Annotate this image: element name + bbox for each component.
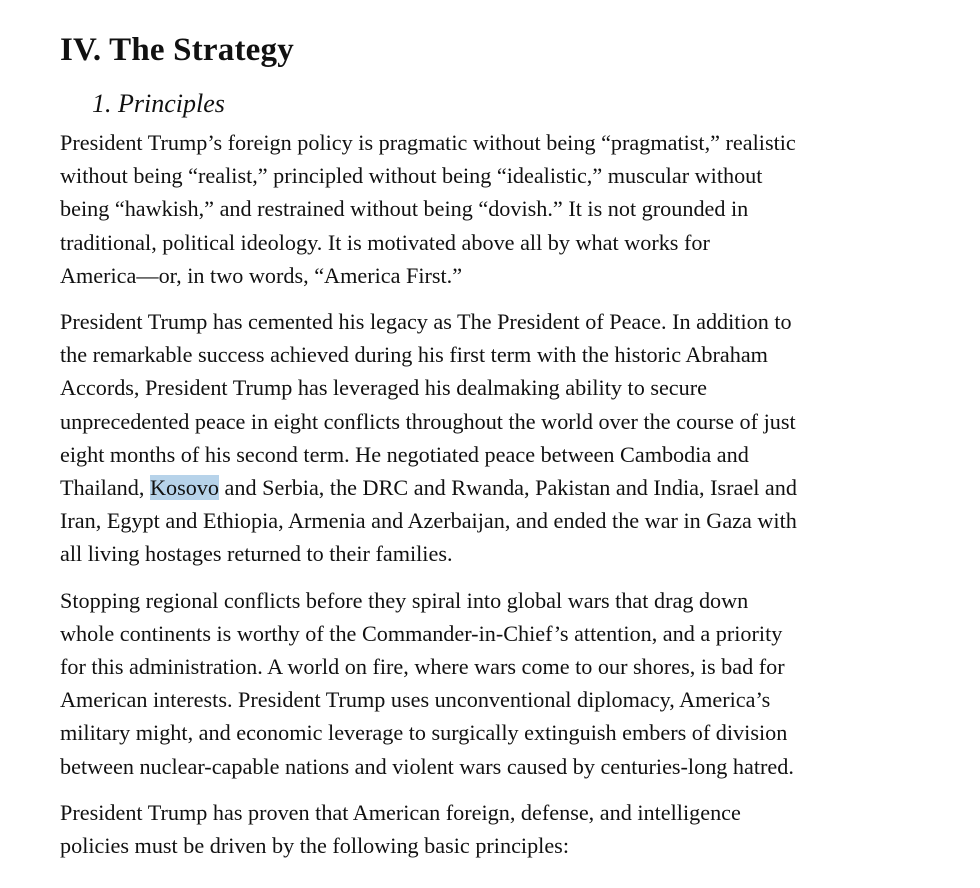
text-line: whole continents is worthy of the Commander-in-Chief’s attention, and a priority bbox=[60, 620, 783, 646]
text-before-selection: Thailand, bbox=[60, 475, 150, 501]
text-line: military might, and economic leverage to surgically extinguish embers of division bbox=[60, 720, 788, 746]
text-line: Accords, President Trump has leveraged his dealmaking ability to secure bbox=[60, 375, 707, 401]
paragraph-regional-conflicts bbox=[60, 584, 920, 783]
text-line: Iran, Egypt and Ethiopia, Armenia and Azerbaijan, and ended the war in Gaza with bbox=[60, 508, 797, 534]
text-line: Stopping regional conflicts before they spiral into global wars that drag down bbox=[60, 587, 749, 613]
text-line: policies must be driven by the following basic principles: bbox=[60, 833, 569, 859]
text-line: all living hostages returned to their families. bbox=[60, 541, 453, 567]
selected-text-highlight[interactable]: Kosovo bbox=[149, 475, 219, 501]
text-line: for this administration. A world on fire, where wars come to our shores, is bad for bbox=[60, 654, 785, 680]
text-line: between nuclear-capable nations and violent wars caused by centuries-long hatred. bbox=[60, 753, 794, 779]
text-after-selection: and Serbia, the DRC and Rwanda, Pakistan and India, Israel and bbox=[219, 475, 797, 501]
document-page bbox=[60, 0, 920, 862]
text-line: being “hawkish,” and restrained without being “dovish.” It is not grounded in bbox=[60, 196, 749, 222]
text-line: the remarkable success achieved during his first term with the historic Abraham bbox=[60, 342, 768, 368]
paragraph-president-of-peace bbox=[60, 305, 920, 571]
text-line: eight months of his second term. He negotiated peace between Cambodia and bbox=[60, 441, 749, 467]
text-line: President Trump has cemented his legacy as The President of Peace. In addition to bbox=[60, 309, 792, 335]
paragraph-basic-principles bbox=[60, 796, 920, 862]
text-line-with-selection[interactable] bbox=[60, 471, 920, 504]
paragraph-foreign-policy bbox=[60, 126, 920, 292]
text-line: American interests. President Trump uses unconventional diplomacy, America’s bbox=[60, 687, 771, 713]
text-line: traditional, political ideology. It is motivated above all by what works for bbox=[60, 229, 710, 255]
text-line: without being “realist,” principled without being “idealistic,” muscular without bbox=[60, 163, 763, 189]
text-line: unprecedented peace in eight conflicts throughout the world over the course of just bbox=[60, 408, 796, 434]
text-line: President Trump has proven that American foreign, defense, and intelligence bbox=[60, 799, 741, 825]
text-line: America—or, in two words, “America First.” bbox=[60, 262, 463, 288]
text-line: President Trump’s foreign policy is pragmatic without being “pragmatist,” realistic bbox=[60, 130, 796, 155]
section-heading: IV. The Strategy bbox=[60, 32, 294, 68]
subsection-heading: 1. Principles bbox=[92, 89, 225, 118]
